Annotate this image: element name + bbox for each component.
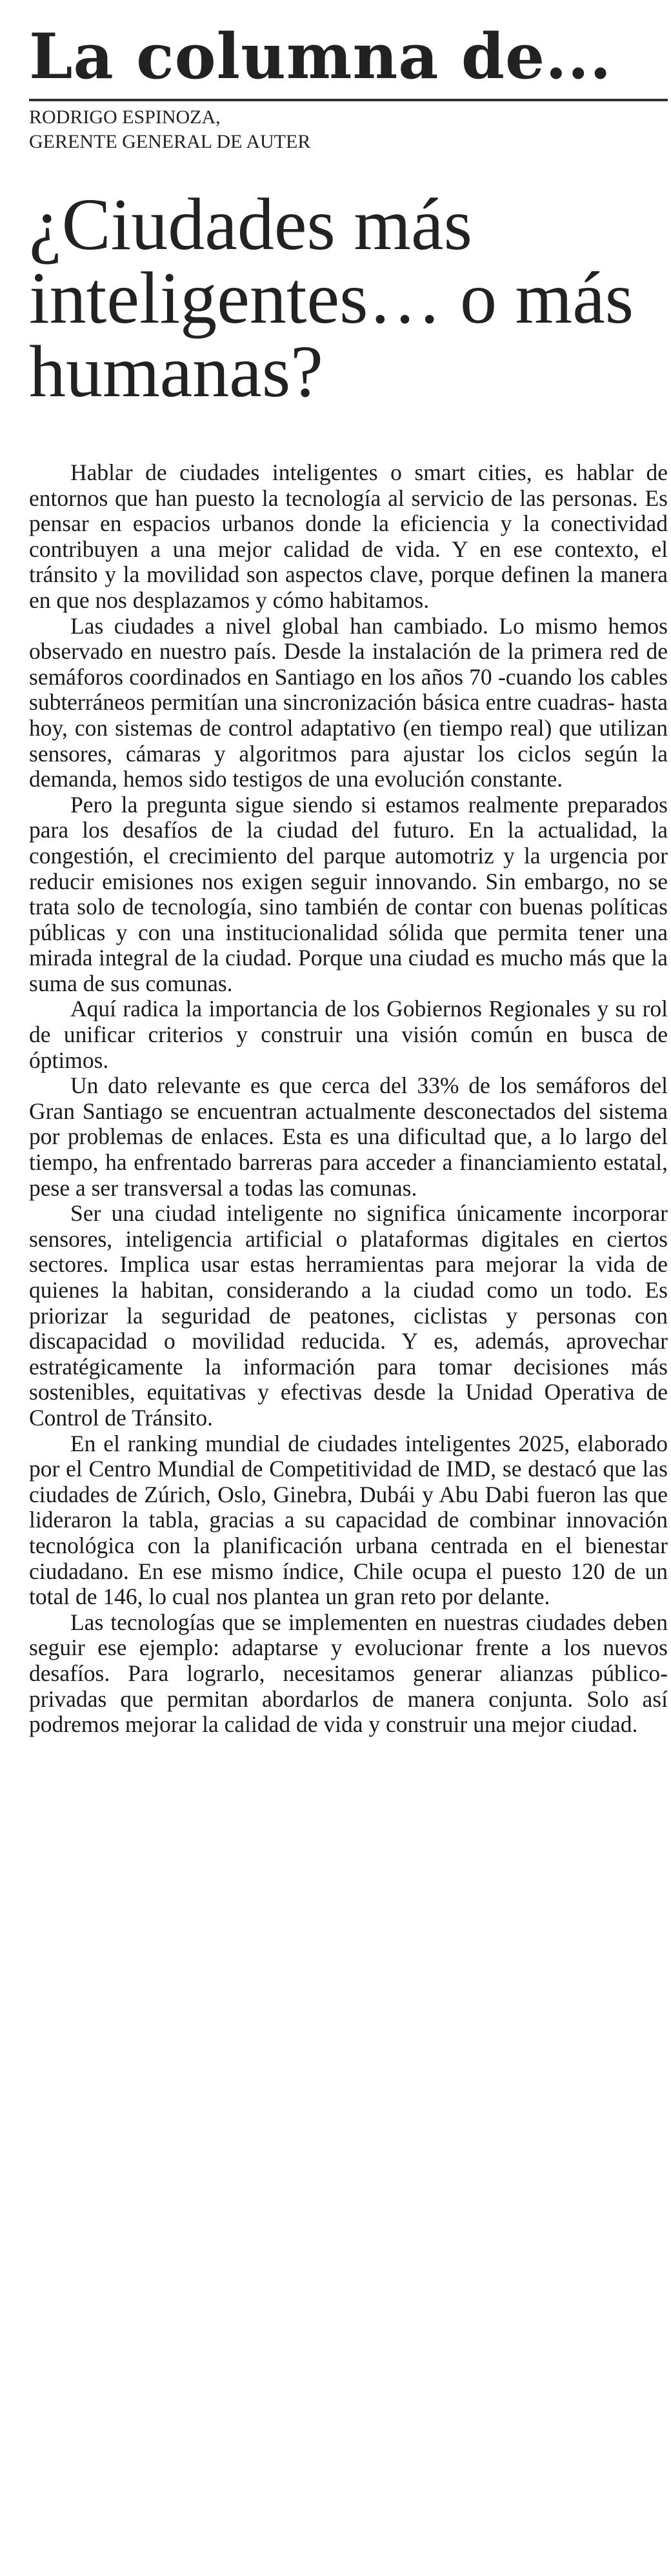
- author-role: GERENTE GENERAL DE AUTER: [29, 131, 311, 152]
- article-body: [29, 460, 668, 1738]
- paragraph: Las tecnologías que se implementen en nuestras ciudades deben seguir ese ejemplo: adaptarse y evolucionar frente a los nuevos desafíos. Para lograrlo, necesitamos generar alianzas público-privadas que permitan abordarlos de manera conjunta. Solo así podremos mejorar la calidad de vida y construir una mejor ciudad.: [29, 1609, 668, 1738]
- paragraph: En el ranking mundial de ciudades inteligentes 2025, elaborado por el Centro Mundial de Competitividad de IMD, se destacó que las ciudades de Zúrich, Oslo, Ginebra, Dubái y Abu Dabi fueron las que lideraron la tabla, gracias a su capacidad de combinar innovación tecnológica con la planificación urbana centrada en el bienestar ciudadano. En ese mismo índice, Chile ocupa el puesto 120 de un total de 146, lo cual nos plantea un gran reto por delante.: [29, 1430, 668, 1610]
- column-title: La columna de...: [29, 20, 612, 93]
- article-page: [29, 20, 668, 1738]
- paragraph: Ser una ciudad inteligente no significa únicamente incorporar sensores, inteligencia artificial o plataformas digitales en ciertos sectores. Implica usar estas herramientas para mejorar la vida de quienes la habitan, considerando a la ciudad como un todo. Es priorizar la seguridad de peatones, ciclistas y personas con discapacidad o movilidad reducida. Y es, además, aprovechar estratégicamente la información para tomar decisiones más sostenibles, equitativas y efectivas desde la Unidad Operativa de Control de Tránsito.: [29, 1200, 668, 1431]
- paragraph: Un dato relevante es que cerca del 33% de los semáforos del Gran Santiago se encuentran actualmente desconectados del sistema por problemas de enlaces. Esta es una dificultad que, a lo largo del tiempo, ha enfrentado barreras para acceder a financiamiento estatal, pese a ser transversal a todas las comunas.: [29, 1072, 668, 1201]
- paragraph: Pero la pregunta sigue siendo si estamos realmente preparados para los desafíos de la ciudad del futuro. En la actualidad, la congestión, el crecimiento del parque automotriz y la urgencia por reducir emisiones nos exigen seguir innovando. Sin embargo, no se trata solo de tecnología, sino también de contar con buenas políticas públicas y con una institucionalidad sólida que permita tener una mirada integral de la ciudad. Porque una ciudad es mucho más que la suma de sus comunas.: [29, 791, 668, 996]
- author-name: RODRIGO ESPINOZA,: [29, 106, 221, 128]
- byline: [29, 105, 668, 154]
- paragraph: Aquí radica la importancia de los Gobiernos Regionales y su rol de unificar criterios y construir una visión común en busca de óptimos.: [29, 996, 668, 1073]
- header-divider: [29, 99, 668, 101]
- article-headline: ¿Ciudades más inteligentes… o más humanas?: [29, 183, 634, 412]
- paragraph: Las ciudades a nivel global han cambiado. Lo mismo hemos observado en nuestro país. Desde la instalación de la primera red de semáforos coordinados en Santiago en los años 70 -cuando los cables subterráneos permitían una sincronización básica entre cuadras- hasta hoy, con sistemas de control adaptativo (en tiempo real) que utilizan sensores, cámaras y algoritmos para ajustar los ciclos según la demanda, hemos sido testigos de una evolución constante.: [29, 612, 668, 792]
- paragraph: Hablar de ciudades inteligentes o smart cities, es hablar de entornos que han puesto la tecnología al servicio de las personas. Es pensar en espacios urbanos donde la eficiencia y la conectividad contribuyen a una mejor calidad de vida. Y en ese contexto, el tránsito y la movilidad son aspectos clave, porque definen la manera en que nos desplazamos y cómo habitamos.: [29, 459, 668, 613]
